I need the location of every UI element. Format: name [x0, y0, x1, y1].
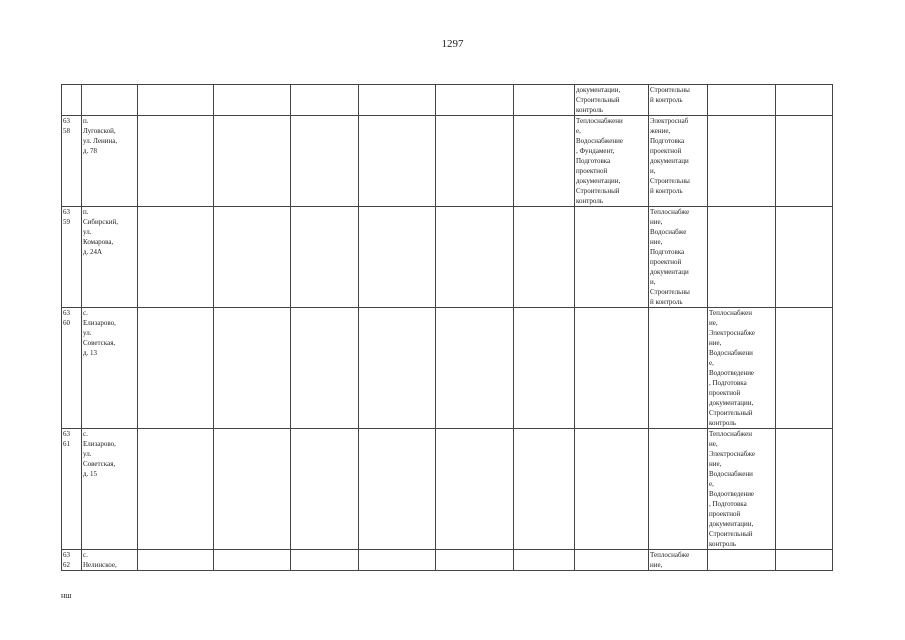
cell-text-line: Водоснабже: [650, 228, 687, 236]
empty-cell: [436, 116, 514, 207]
works-cell: [214, 116, 291, 207]
address-cell: [82, 429, 138, 550]
works-cell: [575, 85, 649, 116]
cell-text-line: д. 78: [83, 147, 98, 155]
address-cell: [82, 207, 138, 308]
empty-cell: [138, 116, 214, 207]
cell-text-line: Теплоснабжен: [709, 309, 752, 317]
row-number-cell: [62, 429, 82, 550]
table-row: [62, 308, 833, 429]
empty-cell: [291, 85, 359, 116]
works-cell: [575, 550, 649, 571]
address-cell: [82, 116, 138, 207]
empty-cell: [138, 85, 214, 116]
cell-text-line: д. 15: [83, 470, 98, 478]
cell-text-line: 63: [63, 430, 70, 438]
row-number-cell: [62, 85, 82, 116]
table-row: [62, 85, 833, 116]
cell-text-line: й контроль: [650, 96, 683, 104]
works-cell: [649, 207, 708, 308]
cell-text-line: Советская,: [83, 339, 116, 347]
cell-text-line: ние,: [650, 561, 663, 569]
cell-text-line: й контроль: [650, 187, 683, 195]
address-cell: [82, 308, 138, 429]
cell-text-line: ул.: [83, 329, 92, 337]
table-row: [62, 207, 833, 308]
cell-text-line: с.: [83, 551, 88, 559]
works-cell: [649, 116, 708, 207]
works-cell: [649, 308, 708, 429]
cell-text-line: Подготовка: [650, 248, 685, 256]
cell-text-line: Елизарово,: [83, 319, 116, 327]
cell-text-line: Теплоснабже: [650, 551, 690, 559]
works-cell: [575, 116, 649, 207]
page-number: 1297: [441, 38, 464, 50]
cell-text-line: ние,: [650, 218, 663, 226]
works-cell: [214, 308, 291, 429]
row-number-cell: [62, 550, 82, 571]
cell-text-line: Строительны: [650, 288, 690, 296]
footer-code: нш: [61, 591, 72, 600]
cell-text-line: документаци: [650, 157, 689, 165]
cell-text-line: й контроль: [650, 298, 683, 306]
cell-text-line: проектной: [709, 389, 741, 397]
empty-cell: [776, 207, 833, 308]
cell-text-line: Комарова,: [83, 238, 114, 246]
cell-text-line: Электроснабже: [709, 329, 755, 337]
works-cell: [649, 429, 708, 550]
cell-text-line: контроль: [576, 106, 604, 114]
empty-cell: [359, 85, 436, 116]
empty-cell: [436, 308, 514, 429]
works-cell: [214, 550, 291, 571]
cell-text-line: с.: [83, 309, 88, 317]
cell-text-line: документации,: [709, 399, 754, 407]
cell-text-line: контроль: [576, 197, 604, 205]
cell-text-line: проектной: [576, 167, 608, 175]
cell-text-line: и,: [650, 167, 656, 175]
works-cell: [575, 308, 649, 429]
cell-text-line: проектной: [709, 510, 741, 518]
empty-cell: [514, 308, 575, 429]
empty-cell: [359, 207, 436, 308]
cell-text-line: Водоотведение: [709, 490, 755, 498]
empty-cell: [291, 429, 359, 550]
cell-text-line: Электроснабже: [709, 450, 755, 458]
cell-text-line: , Подготовка: [709, 379, 747, 387]
empty-cell: [776, 429, 833, 550]
works-cell: [708, 207, 776, 308]
cell-text-line: контроль: [709, 419, 737, 427]
cell-text-line: п.: [83, 208, 89, 216]
cell-text-line: ие,: [709, 440, 718, 448]
empty-cell: [514, 207, 575, 308]
empty-cell: [291, 550, 359, 571]
empty-cell: [359, 550, 436, 571]
empty-cell: [436, 429, 514, 550]
cell-text-line: Теплоснабже: [650, 208, 690, 216]
empty-cell: [138, 550, 214, 571]
table-row: [62, 550, 833, 571]
cell-text-line: жение,: [650, 127, 671, 135]
cell-text-line: Строительный: [576, 96, 620, 104]
cell-text-line: ул.: [83, 450, 92, 458]
cell-text-line: Строительный: [709, 409, 753, 417]
empty-cell: [291, 308, 359, 429]
cell-text-line: документации,: [576, 86, 621, 94]
cell-text-line: Водоснабжение: [576, 137, 624, 145]
cell-text-line: Сибирский,: [83, 218, 118, 226]
works-cell: [214, 85, 291, 116]
row-number-cell: [62, 116, 82, 207]
cell-text-line: 62: [63, 561, 70, 569]
cell-text-line: 59: [63, 218, 70, 226]
empty-cell: [359, 116, 436, 207]
cell-text-line: Строительный: [709, 530, 753, 538]
empty-cell: [514, 550, 575, 571]
cell-text-line: документации,: [576, 177, 621, 185]
cell-text-line: 60: [63, 319, 70, 327]
empty-cell: [138, 308, 214, 429]
empty-cell: [359, 308, 436, 429]
works-cell: [708, 116, 776, 207]
cell-text-line: Строительны: [650, 86, 690, 94]
cell-text-line: ие,: [709, 319, 718, 327]
cell-text-line: ние,: [650, 238, 663, 246]
cell-text-line: д. 24А: [83, 248, 103, 256]
works-cell: [214, 429, 291, 550]
cell-text-line: , Фундамент,: [576, 147, 615, 155]
table-row: [62, 429, 833, 550]
cell-text-line: 63: [63, 208, 70, 216]
works-cell: [214, 207, 291, 308]
cell-text-line: п.: [83, 117, 89, 125]
cell-text-line: с.: [83, 430, 88, 438]
empty-cell: [514, 116, 575, 207]
empty-cell: [291, 116, 359, 207]
cell-text-line: 63: [63, 551, 70, 559]
cell-text-line: 63: [63, 309, 70, 317]
cell-text-line: Теплоснабжен: [709, 430, 752, 438]
cell-text-line: 58: [63, 127, 70, 135]
cell-text-line: и,: [650, 278, 656, 286]
cell-text-line: ние,: [709, 460, 722, 468]
cell-text-line: Строительны: [650, 177, 690, 185]
cell-text-line: Советская,: [83, 460, 116, 468]
empty-cell: [514, 429, 575, 550]
cell-text-line: е,: [576, 127, 581, 135]
cell-text-line: Водоснабжени: [709, 349, 753, 357]
cell-text-line: 63: [63, 117, 70, 125]
address-cell: [82, 85, 138, 116]
cell-text-line: Электроснаб: [650, 117, 689, 125]
empty-cell: [776, 85, 833, 116]
works-cell: [575, 207, 649, 308]
row-number-cell: [62, 207, 82, 308]
cell-text-line: Строительный: [576, 187, 620, 195]
cell-text-line: е,: [709, 480, 714, 488]
work-schedule-table: [61, 84, 833, 571]
cell-text-line: документаци: [650, 268, 689, 276]
cell-text-line: ул. Ленина,: [83, 137, 118, 145]
works-cell: [708, 308, 776, 429]
cell-text-line: проектной: [650, 258, 682, 266]
works-cell: [649, 550, 708, 571]
empty-cell: [291, 207, 359, 308]
cell-text-line: Нелинское,: [83, 561, 117, 569]
cell-text-line: Луговской,: [83, 127, 116, 135]
cell-text-line: Водоотведение: [709, 369, 755, 377]
row-number-cell: [62, 308, 82, 429]
cell-text-line: проектной: [650, 147, 682, 155]
cell-text-line: е,: [709, 359, 714, 367]
cell-text-line: Елизарово,: [83, 440, 116, 448]
empty-cell: [776, 550, 833, 571]
cell-text-line: д. 13: [83, 349, 98, 357]
works-cell: [708, 429, 776, 550]
cell-text-line: Теплоснабжени: [576, 117, 623, 125]
cell-text-line: ул.: [83, 228, 92, 236]
cell-text-line: документации,: [709, 520, 754, 528]
works-cell: [575, 429, 649, 550]
cell-text-line: Водоснабжени: [709, 470, 753, 478]
cell-text-line: Подготовка: [650, 137, 685, 145]
empty-cell: [514, 85, 575, 116]
address-cell: [82, 550, 138, 571]
cell-text-line: контроль: [709, 540, 737, 548]
empty-cell: [436, 85, 514, 116]
cell-text-line: , Подготовка: [709, 500, 747, 508]
empty-cell: [138, 207, 214, 308]
cell-text-line: Подготовка: [576, 157, 611, 165]
empty-cell: [776, 308, 833, 429]
empty-cell: [436, 550, 514, 571]
works-cell: [708, 550, 776, 571]
empty-cell: [138, 429, 214, 550]
empty-cell: [359, 429, 436, 550]
table-row: [62, 116, 833, 207]
works-cell: [708, 85, 776, 116]
empty-cell: [776, 116, 833, 207]
cell-text-line: ние,: [709, 339, 722, 347]
empty-cell: [436, 207, 514, 308]
cell-text-line: 61: [63, 440, 70, 448]
works-cell: [649, 85, 708, 116]
